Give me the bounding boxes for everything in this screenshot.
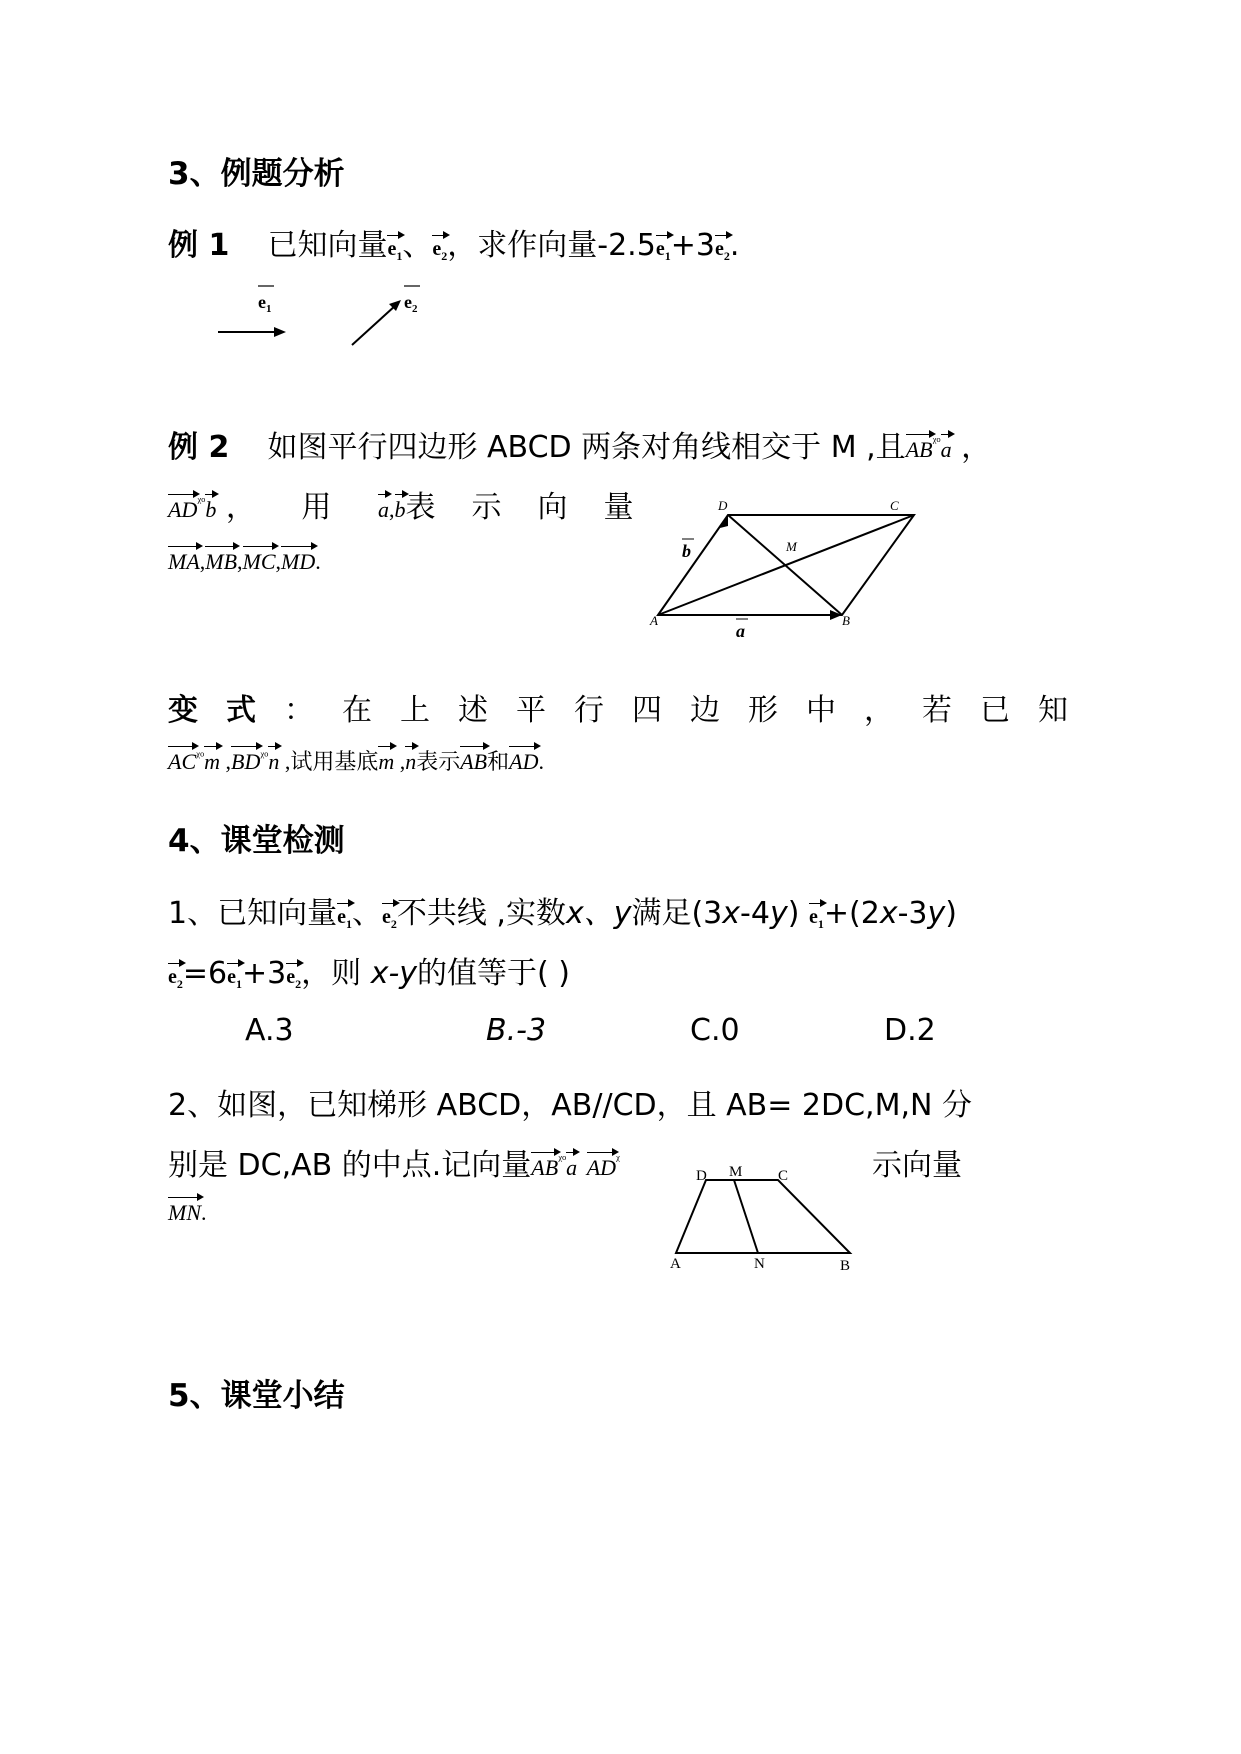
vertex-C-label: C [890, 498, 899, 513]
q1-minus3: -3 [897, 896, 928, 931]
vector-MA: MA [168, 549, 200, 574]
comma: ， [961, 430, 992, 465]
q1-option-c[interactable]: C.0 [690, 1013, 740, 1048]
q1-xy: x、y [565, 896, 632, 931]
example-1-label: 例 1 [168, 228, 230, 263]
section-3-title: 3、例题分析 [168, 156, 345, 192]
q1-minus4: -4 [740, 896, 770, 931]
variant-text-c: 表示 [416, 749, 461, 774]
symbol-glyph-4: ᵡᵒ [260, 749, 269, 765]
q1-x: x [722, 896, 741, 931]
vertex-D-label: D [696, 1168, 707, 1184]
vector-a: a [940, 437, 952, 462]
question-1-line-2 [168, 948, 570, 992]
section-5-title: 5、课堂小结 [168, 1378, 345, 1414]
q1-x-2: x [879, 896, 898, 931]
question-2-line-3 [168, 1200, 207, 1226]
point-N-label: N [754, 1256, 765, 1272]
variant-end: . [538, 749, 544, 774]
vector-e2: $e_2$ [432, 238, 448, 263]
q1-vector-e2-b: $e_2$ [168, 966, 183, 991]
vector-n-2: n [405, 749, 417, 774]
symbol-glyph-2: ᵡᵒ [197, 495, 206, 510]
vertex-A-label: A [650, 613, 658, 628]
vector-a-pair: a [378, 497, 390, 522]
vector-e2-b: $e_2$ [714, 238, 730, 263]
q1-text-c: 满足(3 [631, 896, 723, 931]
e1-label: $e_1$ [258, 292, 272, 315]
e2-label: $e_2$ [404, 292, 418, 315]
q1-vector-e1: $e_1$ [337, 906, 352, 931]
e1-arrow-head [274, 327, 286, 337]
q1-option-d[interactable]: D.2 [884, 1013, 936, 1048]
vector-m: m [204, 749, 220, 774]
q2-vector-AB: AB [531, 1155, 559, 1180]
vector-b: b [205, 497, 217, 522]
vector-BD: BD [231, 749, 261, 774]
vector-m-2: m [378, 749, 395, 774]
vertex-A-label: A [670, 1256, 681, 1272]
example-1-text-b: ，求作向量-2.5 [447, 228, 656, 263]
e2-arrow-line [352, 305, 396, 345]
q1-text-then: ，则 [301, 956, 362, 991]
separator: 、 [402, 228, 433, 263]
variant-label: 变式 [168, 693, 284, 728]
q2-text-a: 别是 DC,AB 的中点.记向量 [168, 1148, 532, 1183]
q1-text-value: 的值等于( ) [417, 956, 570, 991]
example-2-line-2: $AD^{ᵡᵒ}b$ ， 用 a,b表示向量 [168, 490, 670, 525]
period: . [729, 228, 740, 263]
q1-option-b[interactable]: B.-3 [486, 1013, 547, 1048]
question-2-line-2 [168, 1140, 620, 1184]
variant-line-2: $AC^{ᵡᵒ}m$ $,BD^{ᵡᵒ}n$ ,试用基底m ,n表示AB和AD. [168, 749, 544, 774]
example-2-text-a: 如图平行四边形 ABCD 两条对角线相交于 M ,且 [267, 430, 906, 465]
q1-option-a[interactable]: A.3 [245, 1013, 294, 1048]
example-1-figure [200, 275, 460, 355]
example-2-label: 例 2 [168, 430, 230, 465]
q1-text-b: 不共线 ,实数 [396, 896, 566, 931]
vector-a-label: a [736, 621, 745, 641]
q2-vector-MN: MN [168, 1200, 201, 1225]
q1-y: y [769, 896, 788, 931]
variant-line-1 [168, 685, 1096, 729]
parallelogram-figure [640, 495, 930, 645]
q1-eq6: =6 [182, 956, 228, 991]
vector-e1: $e_1$ [387, 238, 403, 263]
vector-AC: AC [168, 749, 197, 774]
q2-glyph: ᵡᵒ [558, 1153, 567, 1168]
example-1-text-a: 已知向量 [267, 228, 388, 263]
example-2-line-1 [168, 422, 991, 466]
q1-y-2: y [927, 896, 946, 931]
arrow-AB-head [830, 610, 842, 620]
vector-e1-b: $e_1$ [655, 238, 671, 263]
vector-MD: MD [281, 549, 316, 574]
q1-separator: 、 [351, 896, 382, 931]
vector-AD: AD [168, 497, 198, 522]
text-represent: 表示向量 [405, 490, 670, 525]
vector-b-label: b [682, 541, 691, 561]
vertex-B-label: B [842, 613, 850, 628]
segment-MN [734, 1180, 758, 1253]
trapezoid-outline [676, 1180, 850, 1253]
vector-AB: AB [905, 437, 933, 462]
vector-MC: MC [242, 549, 276, 574]
q1-close: ) [787, 896, 800, 931]
variant-text: ：在上述平行四边形中，若已知 [284, 693, 1096, 728]
vector-b-pair: b [394, 497, 406, 522]
vertex-B-label: B [840, 1258, 851, 1274]
q1-vector-e2: $e_2$ [381, 906, 397, 931]
question-2-line-1: 2、如图，已知梯形 ABCD，AB//CD，且 AB= 2DC,M,N 分 [168, 1088, 972, 1123]
q1-plus2: +(2 [823, 896, 880, 931]
vertex-C-label: C [778, 1168, 789, 1184]
q1-plus3: +3 [242, 956, 287, 991]
point-M-label: M [729, 1164, 743, 1180]
vector-AB-2: AB [460, 749, 488, 774]
symbol-glyph: ᵡᵒ [932, 435, 941, 450]
vertex-D-label: D [718, 498, 728, 513]
list-end: . [315, 549, 321, 574]
section-4-title: 4、课堂检测 [168, 823, 345, 859]
question-1-line-1 [168, 888, 957, 932]
variant-he: 和 [487, 749, 510, 774]
plus-3: +3 [670, 228, 715, 263]
trapezoid-figure [662, 1158, 862, 1278]
symbol-glyph-3: ᵡᵒ [196, 749, 205, 765]
q2-end: . [201, 1200, 207, 1225]
q2-trail-glyph: ᵡ [616, 1153, 620, 1168]
q2-line-2-end: 示向量 [872, 1148, 962, 1183]
q1-vector-e2-c: $e_2$ [286, 966, 302, 991]
vector-n: n [268, 749, 280, 774]
example-2-line-3: MA,MB,MC,MD. [168, 549, 321, 574]
q1-text-a: 1、已知向量 [168, 896, 338, 931]
q1-vector-e1-c: $e_1$ [227, 966, 243, 991]
text-use: ， 用 [225, 490, 350, 525]
q2-vector-a: a [566, 1155, 578, 1180]
variant-text-b: ,试用基底 [284, 749, 379, 774]
q1-close-2: ) [945, 896, 957, 931]
vector-AD-2: AD [509, 749, 539, 774]
diagonal-DB [728, 515, 842, 615]
midpoint-M-label: M [786, 539, 797, 554]
q1-x-minus-y: x-y [370, 956, 418, 991]
q2-vector-AD: AD [586, 1155, 617, 1180]
example-1-line [168, 220, 739, 264]
vector-MB: MB [205, 549, 238, 574]
q1-vector-e1-b: $e_1$ [808, 906, 824, 931]
